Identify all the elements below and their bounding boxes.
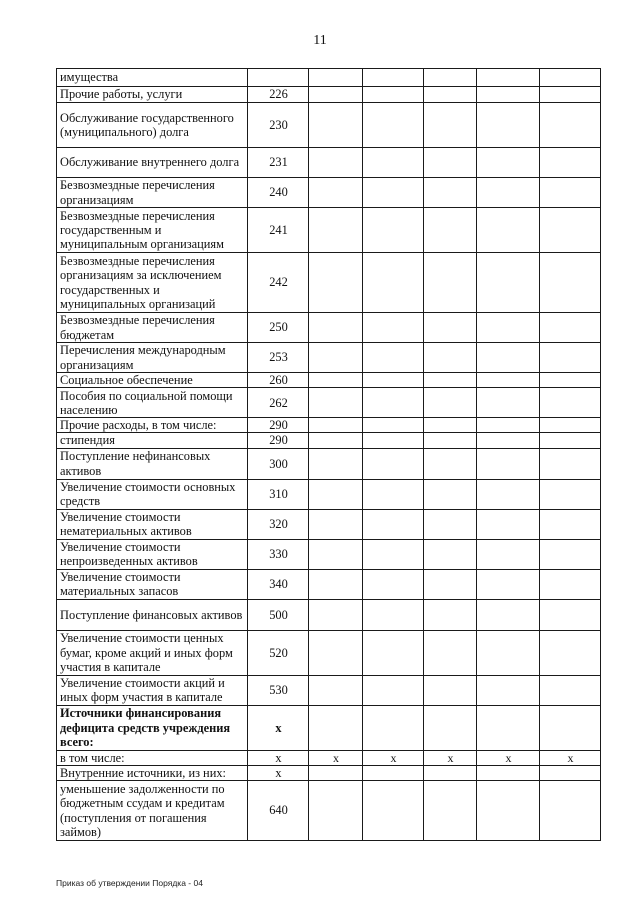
- value-cell: [424, 178, 477, 208]
- value-cell: [540, 418, 601, 433]
- value-cell: [363, 69, 424, 87]
- table-row: [57, 765, 601, 780]
- row-name: Обслуживание государственного (муниципального) долга: [57, 103, 248, 148]
- row-name: Прочие расходы, в том числе:: [57, 418, 248, 433]
- value-cell: [309, 765, 363, 780]
- value-cell: [424, 433, 477, 448]
- value-cell: [540, 343, 601, 373]
- value-cell: [363, 373, 424, 388]
- row-name: Увеличение стоимости материальных запасов: [57, 569, 248, 599]
- value-cell: x: [309, 750, 363, 765]
- value-cell: [309, 253, 363, 313]
- value-cell: [424, 69, 477, 87]
- row-name: Безвозмездные перечисления государственным и муниципальным организациям: [57, 208, 248, 253]
- value-cell: x: [477, 750, 540, 765]
- value-cell: [540, 373, 601, 388]
- value-cell: [309, 418, 363, 433]
- value-cell: [424, 539, 477, 569]
- value-cell: [309, 87, 363, 103]
- value-cell: [540, 388, 601, 418]
- value-cell: [477, 765, 540, 780]
- value-cell: [363, 103, 424, 148]
- value-cell: [424, 313, 477, 343]
- row-code: 241: [248, 208, 309, 253]
- value-cell: [477, 539, 540, 569]
- row-code: 226: [248, 87, 309, 103]
- value-cell: [477, 148, 540, 178]
- value-cell: [477, 630, 540, 675]
- value-cell: [309, 705, 363, 750]
- table-row: [57, 253, 601, 313]
- value-cell: [309, 509, 363, 539]
- value-cell: [309, 148, 363, 178]
- value-cell: [363, 253, 424, 313]
- value-cell: [477, 87, 540, 103]
- value-cell: [363, 313, 424, 343]
- value-cell: [477, 253, 540, 313]
- value-cell: [363, 343, 424, 373]
- footer-note: Приказ об утверждении Порядка - 04: [56, 878, 203, 888]
- row-name: имущества: [57, 69, 248, 87]
- value-cell: [309, 343, 363, 373]
- row-code: 340: [248, 569, 309, 599]
- value-cell: [363, 388, 424, 418]
- row-code: 520: [248, 630, 309, 675]
- table-row: [57, 448, 601, 479]
- value-cell: [363, 569, 424, 599]
- table-row: [57, 433, 601, 448]
- value-cell: [309, 569, 363, 599]
- row-code: 320: [248, 509, 309, 539]
- row-name: стипендия: [57, 433, 248, 448]
- value-cell: [363, 87, 424, 103]
- value-cell: [540, 448, 601, 479]
- table-row: [57, 178, 601, 208]
- row-name: Увеличение стоимости непроизведенных активов: [57, 539, 248, 569]
- table-row: [57, 675, 601, 705]
- row-name: Увеличение стоимости основных средств: [57, 479, 248, 509]
- value-cell: [363, 599, 424, 630]
- value-cell: [309, 448, 363, 479]
- value-cell: [477, 448, 540, 479]
- row-name: Увеличение стоимости ценных бумаг, кроме акций и иных форм участия в капитале: [57, 630, 248, 675]
- value-cell: [424, 765, 477, 780]
- value-cell: [363, 765, 424, 780]
- value-cell: x: [540, 750, 601, 765]
- row-code: 290: [248, 433, 309, 448]
- value-cell: [424, 373, 477, 388]
- table-row: [57, 69, 601, 87]
- row-code: 290: [248, 418, 309, 433]
- budget-table: [56, 68, 601, 841]
- value-cell: [540, 69, 601, 87]
- value-cell: [477, 343, 540, 373]
- value-cell: [363, 433, 424, 448]
- value-cell: [309, 479, 363, 509]
- table-row: [57, 87, 601, 103]
- row-code: 260: [248, 373, 309, 388]
- value-cell: [477, 178, 540, 208]
- value-cell: [424, 343, 477, 373]
- value-cell: [477, 208, 540, 253]
- row-name: Социальное обеспечение: [57, 373, 248, 388]
- table-row: [57, 373, 601, 388]
- row-code: x: [248, 705, 309, 750]
- row-code: 231: [248, 148, 309, 178]
- row-code: x: [248, 750, 309, 765]
- value-cell: [540, 103, 601, 148]
- value-cell: [540, 599, 601, 630]
- value-cell: [540, 781, 601, 841]
- row-code: 640: [248, 781, 309, 841]
- value-cell: [363, 208, 424, 253]
- row-name: Источники финансирования дефицита средств учреждения всего:: [57, 705, 248, 750]
- value-cell: [309, 599, 363, 630]
- value-cell: [363, 479, 424, 509]
- value-cell: [477, 479, 540, 509]
- value-cell: [540, 539, 601, 569]
- value-cell: [309, 208, 363, 253]
- value-cell: [424, 87, 477, 103]
- value-cell: [424, 103, 477, 148]
- value-cell: [424, 208, 477, 253]
- table-row: [57, 509, 601, 539]
- row-code: 500: [248, 599, 309, 630]
- value-cell: [540, 509, 601, 539]
- value-cell: [363, 148, 424, 178]
- value-cell: [309, 373, 363, 388]
- value-cell: [540, 433, 601, 448]
- value-cell: [540, 208, 601, 253]
- table-row: [57, 705, 601, 750]
- value-cell: [477, 781, 540, 841]
- row-name: в том числе:: [57, 750, 248, 765]
- value-cell: [363, 705, 424, 750]
- value-cell: [540, 705, 601, 750]
- value-cell: [363, 418, 424, 433]
- table-row: [57, 388, 601, 418]
- row-name: Пособия по социальной помощи населению: [57, 388, 248, 418]
- value-cell: [477, 569, 540, 599]
- value-cell: [477, 433, 540, 448]
- row-name: Увеличение стоимости акций и иных форм участия в капитале: [57, 675, 248, 705]
- value-cell: [309, 781, 363, 841]
- value-cell: [540, 630, 601, 675]
- value-cell: [424, 148, 477, 178]
- value-cell: [309, 178, 363, 208]
- value-cell: [424, 781, 477, 841]
- row-name: Обслуживание внутреннего долга: [57, 148, 248, 178]
- row-name: Безвозмездные перечисления бюджетам: [57, 313, 248, 343]
- value-cell: [540, 675, 601, 705]
- value-cell: [540, 313, 601, 343]
- value-cell: [540, 569, 601, 599]
- value-cell: [424, 569, 477, 599]
- value-cell: [477, 705, 540, 750]
- value-cell: [424, 388, 477, 418]
- table-row: [57, 418, 601, 433]
- value-cell: [309, 433, 363, 448]
- value-cell: [309, 103, 363, 148]
- table-row: [57, 539, 601, 569]
- value-cell: [363, 448, 424, 479]
- row-code: 230: [248, 103, 309, 148]
- table-row: [57, 208, 601, 253]
- row-name: Прочие работы, услуги: [57, 87, 248, 103]
- row-code: 250: [248, 313, 309, 343]
- table-row: [57, 313, 601, 343]
- table-row: [57, 103, 601, 148]
- value-cell: [424, 599, 477, 630]
- value-cell: [477, 675, 540, 705]
- value-cell: [424, 675, 477, 705]
- value-cell: [424, 253, 477, 313]
- value-cell: [477, 418, 540, 433]
- row-name: Безвозмездные перечисления организациям: [57, 178, 248, 208]
- value-cell: [424, 705, 477, 750]
- value-cell: [477, 313, 540, 343]
- row-name: Перечисления международным организациям: [57, 343, 248, 373]
- value-cell: [363, 178, 424, 208]
- table-row: [57, 569, 601, 599]
- value-cell: [363, 539, 424, 569]
- value-cell: [424, 509, 477, 539]
- value-cell: [477, 373, 540, 388]
- value-cell: [424, 418, 477, 433]
- value-cell: [363, 630, 424, 675]
- table-row: [57, 630, 601, 675]
- row-code: 310: [248, 479, 309, 509]
- row-code: 242: [248, 253, 309, 313]
- row-name: Поступление финансовых активов: [57, 599, 248, 630]
- value-cell: [309, 313, 363, 343]
- value-cell: [477, 599, 540, 630]
- table-row: [57, 599, 601, 630]
- value-cell: [424, 448, 477, 479]
- table-row: [57, 343, 601, 373]
- value-cell: [477, 69, 540, 87]
- value-cell: x: [424, 750, 477, 765]
- value-cell: [540, 87, 601, 103]
- value-cell: [309, 69, 363, 87]
- value-cell: [540, 148, 601, 178]
- value-cell: [540, 765, 601, 780]
- value-cell: [477, 388, 540, 418]
- table-row: [57, 781, 601, 841]
- row-name: Увеличение стоимости нематериальных активов: [57, 509, 248, 539]
- value-cell: [540, 479, 601, 509]
- row-code: 240: [248, 178, 309, 208]
- row-name: Безвозмездные перечисления организациям за исключением государственных и муниципальных организаций: [57, 253, 248, 313]
- value-cell: [424, 479, 477, 509]
- row-name: Поступление нефинансовых активов: [57, 448, 248, 479]
- value-cell: [363, 509, 424, 539]
- value-cell: [540, 178, 601, 208]
- value-cell: [309, 630, 363, 675]
- row-code: [248, 69, 309, 87]
- value-cell: [424, 630, 477, 675]
- value-cell: [309, 539, 363, 569]
- value-cell: [363, 675, 424, 705]
- page-number: 11: [313, 33, 327, 48]
- value-cell: [309, 388, 363, 418]
- row-code: x: [248, 765, 309, 780]
- row-code: 262: [248, 388, 309, 418]
- table-row: [57, 479, 601, 509]
- table-row: [57, 148, 601, 178]
- value-cell: [363, 781, 424, 841]
- value-cell: [477, 103, 540, 148]
- row-name: уменьшение задолженности по бюджетным ссудам и кредитам (поступления от погашения займов): [57, 781, 248, 841]
- row-code: 253: [248, 343, 309, 373]
- row-code: 300: [248, 448, 309, 479]
- row-code: 530: [248, 675, 309, 705]
- value-cell: [309, 675, 363, 705]
- value-cell: x: [363, 750, 424, 765]
- row-code: 330: [248, 539, 309, 569]
- value-cell: [477, 509, 540, 539]
- row-name: Внутренние источники, из них:: [57, 765, 248, 780]
- value-cell: [540, 253, 601, 313]
- table-row: [57, 750, 601, 765]
